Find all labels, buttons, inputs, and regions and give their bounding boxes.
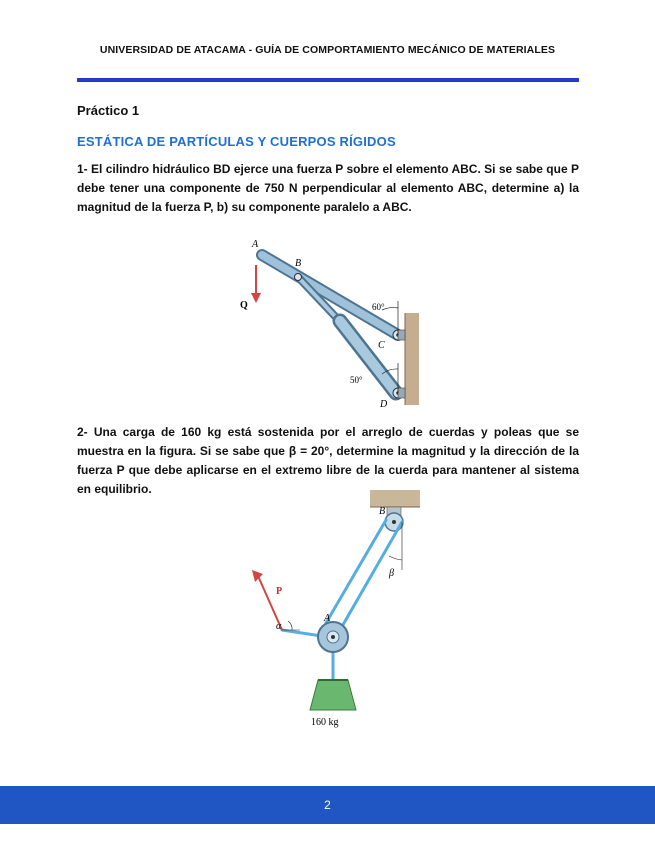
label-beta: β: [389, 568, 394, 579]
problem-1-text: 1- El cilindro hidráulico BD ejerce una fuerza P sobre el elemento ABC. Si se sabe que P debe tener una componente de 750 N perpendicular al elemento ABC, determine a) la magnitud de la fuerza P, b) su componente paralelo a ABC.: [77, 162, 579, 214]
load-block: [310, 680, 356, 710]
header-rule: [77, 78, 579, 82]
figure-1-hydraulic-cylinder: [240, 235, 430, 407]
pin-b: [295, 274, 302, 281]
label-b: B: [295, 258, 302, 269]
angle-60-label: 60°: [372, 302, 385, 312]
ceiling-support: [370, 490, 420, 507]
angle-50-label: 50°: [350, 375, 363, 385]
label-a: A: [324, 613, 331, 624]
cords: [282, 520, 402, 680]
label-b: B: [379, 506, 386, 517]
problem-2-text: 2- Una carga de 160 kg está sostenida por el arreglo de cuerdas y poleas que se muestra en la figura. Si se sabe que β = 20°, determine la magnitud y la dirección de la fuerza P que debe aplicarse en el extremo libre de la cuerda para mantener al sistema en equilibrio.: [77, 425, 579, 496]
label-alpha: α: [276, 621, 282, 632]
section-title: ESTÁTICA DE PARTÍCULAS Y CUERPOS RÍGIDOS: [77, 134, 396, 149]
page-number: 2: [324, 798, 331, 812]
label-c: C: [378, 340, 385, 351]
label-mass: 160 kg: [311, 717, 339, 728]
label-p: P: [276, 586, 283, 597]
label-a: A: [252, 239, 259, 250]
page-header: UNIVERSIDAD DE ATACAMA - GUÍA DE COMPORTAMIENTO MECÁNICO DE MATERIALES: [99, 44, 556, 56]
label-q: Q: [240, 300, 248, 311]
footer-band: [0, 786, 655, 824]
practice-title: Práctico 1: [77, 103, 140, 118]
label-d: D: [380, 399, 388, 407]
wall-support: [405, 313, 419, 405]
figure-2-pulley-system: [248, 490, 428, 740]
